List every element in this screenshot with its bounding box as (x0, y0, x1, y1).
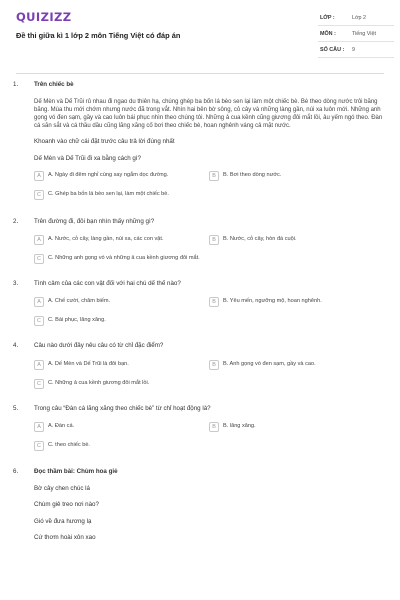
instruction-text: Khoanh vào chữ cái đặt trước câu trả lời đúng nhất (34, 138, 175, 146)
option-text: B. Anh gọng vó đen sạm, gầy và cao. (223, 360, 316, 367)
option-text: B. Nước, cỏ cây, hòn đá cuội. (223, 235, 297, 242)
option-c[interactable] (34, 442, 209, 451)
option-b[interactable] (209, 298, 384, 307)
question-prompt: Tình cảm của các con vật đối với hai chú dế thế nào? (34, 279, 181, 287)
option-c[interactable] (34, 191, 209, 200)
option-text: A. Đàn cá. (48, 423, 75, 430)
document-header (0, 0, 400, 66)
answer-options (34, 361, 384, 389)
option-letter-box: C (34, 190, 44, 200)
meta-class-label: LỚP : (320, 15, 335, 21)
answer-options (34, 298, 384, 326)
option-b[interactable] (209, 172, 384, 181)
option-letter-box: C (34, 441, 44, 451)
quizizz-logo: QUIZIZZ (16, 10, 72, 24)
option-text: A. Ngày đi đêm nghỉ cùng say ngắm dọc đường. (48, 172, 169, 179)
option-letter-box: B (209, 360, 219, 370)
passage-text: Dế Mèn và Dế Trũi rủ nhau đi ngao du thiên hạ, chúng ghép ba bốn lá bèo sen lại làm một chiếc bè. Bè theo dòng nước trôi băng băng. Mùa thu mới chớm nhưng nước đã trong vắt. Nhìn hai bên bờ sông, cỏ cây và những làng gần, núi xa luôn mới. Những anh gọng vó đen sạm, gầy và cao luôn bái phục nhìn theo chúng tôi. Những ả cua kềnh cũng giương đôi mắt lồi, âu yếm ngó theo. Đàn cá săn sắt và cá thầu dầu cũng lăng xăng cố bơi theo chiếc bè, hoan nghênh váng cả mặt nước. (34, 98, 383, 130)
meta-class-value: Lớp 2 (352, 15, 367, 21)
option-text: B. Yêu mến, ngưỡng mộ, hoan nghênh. (223, 298, 322, 305)
question-prompt: Trong câu “Đàn cá lăng xăng theo chiếc bè” từ chỉ hoạt động là? (34, 404, 211, 412)
option-c[interactable] (34, 380, 209, 389)
option-text: C. Những ả cua kềnh giương đôi mắt lồi. (48, 379, 150, 386)
option-text: A. Dế Mèn và Dế Trũi là đôi bạn. (48, 360, 129, 367)
question-6 (0, 468, 400, 543)
meta-count-label: SỐ CÂU : (320, 47, 345, 53)
poem-line: Cứ thơm hoài xôn xao (34, 534, 96, 542)
question-4 (0, 342, 400, 389)
option-letter-box: C (34, 254, 44, 264)
answer-options (34, 236, 384, 264)
option-c[interactable] (34, 317, 209, 326)
meta-class-row (318, 12, 394, 26)
option-letter-box: C (34, 379, 44, 389)
question-number: 4. (13, 342, 19, 350)
answer-options (34, 172, 384, 200)
option-text: B. lăng xăng. (223, 423, 256, 430)
option-letter-box: A (34, 422, 44, 432)
option-letter-box: A (34, 235, 44, 245)
meta-count-value: 9 (352, 47, 355, 53)
meta-count-row (318, 44, 394, 58)
meta-subject-value: Tiếng Việt (352, 31, 376, 37)
header-divider (16, 73, 384, 74)
option-letter-box: A (34, 171, 44, 181)
option-b[interactable] (209, 236, 384, 245)
question-prompt: Dế Mèn và Dế Trũi đi xa bằng cách gì? (34, 154, 141, 162)
option-text: A. Nước, cỏ cây, làng gần, núi xa, các con vật. (48, 235, 164, 242)
question-number: 6. (13, 468, 19, 476)
option-b[interactable] (209, 423, 384, 432)
option-letter-box: B (209, 235, 219, 245)
question-list (0, 78, 400, 543)
option-a[interactable] (34, 423, 209, 432)
option-letter-box: B (209, 297, 219, 307)
answer-options (34, 423, 384, 451)
option-letter-box: A (34, 297, 44, 307)
option-text: A. Chế cười, chăm biếm. (48, 298, 111, 305)
question-2 (0, 218, 400, 264)
document-title: Đề thi giữa kì 1 lớp 2 môn Tiếng Việt có đáp án (16, 31, 181, 40)
option-a[interactable] (34, 298, 209, 307)
meta-subject-row (318, 28, 394, 42)
question-3 (0, 280, 400, 327)
question-5 (0, 405, 400, 452)
option-text: B. Bơi theo dòng nước. (223, 172, 282, 179)
option-letter-box: C (34, 316, 44, 326)
question-1 (0, 81, 400, 200)
passage-title: Trên chiếc bè (34, 81, 74, 88)
option-a[interactable] (34, 172, 209, 181)
question-prompt: Trên đường đi, đôi bạn nhìn thấy những gì? (34, 218, 155, 226)
question-number: 5. (13, 404, 19, 412)
option-text: C. Ghép ba bốn lá bèo sen lại, làm một chiếc bè. (48, 191, 169, 198)
poem-line: Bờ cây chen chúc lá (34, 484, 90, 492)
option-letter-box: B (209, 171, 219, 181)
question-number: 2. (13, 218, 19, 226)
option-text: C. Những anh gọng vó và những ả cua kềnh giương đôi mắt. (48, 254, 200, 261)
option-letter-box: A (34, 360, 44, 370)
poem-line: Gió về đưa hương lạ (34, 517, 92, 525)
option-a[interactable] (34, 236, 209, 245)
poem-line: Chùm giẻ treo nơi nào? (34, 501, 99, 509)
option-letter-box: B (209, 422, 219, 432)
option-a[interactable] (34, 361, 209, 370)
question-number: 1. (13, 81, 19, 88)
meta-subject-label: MÔN : (320, 31, 336, 37)
passage-title: Đọc thầm bài: Chùm hoa giẻ (34, 468, 118, 476)
option-text: C. theo chiếc bè. (48, 442, 90, 449)
option-b[interactable] (209, 361, 384, 370)
question-prompt: Câu nào dưới đây nêu câu có từ chỉ đặc điểm? (34, 342, 164, 350)
question-number: 3. (13, 279, 19, 287)
option-text: C. Bái phục, lăng xăng. (48, 317, 106, 324)
option-c[interactable] (34, 255, 209, 264)
